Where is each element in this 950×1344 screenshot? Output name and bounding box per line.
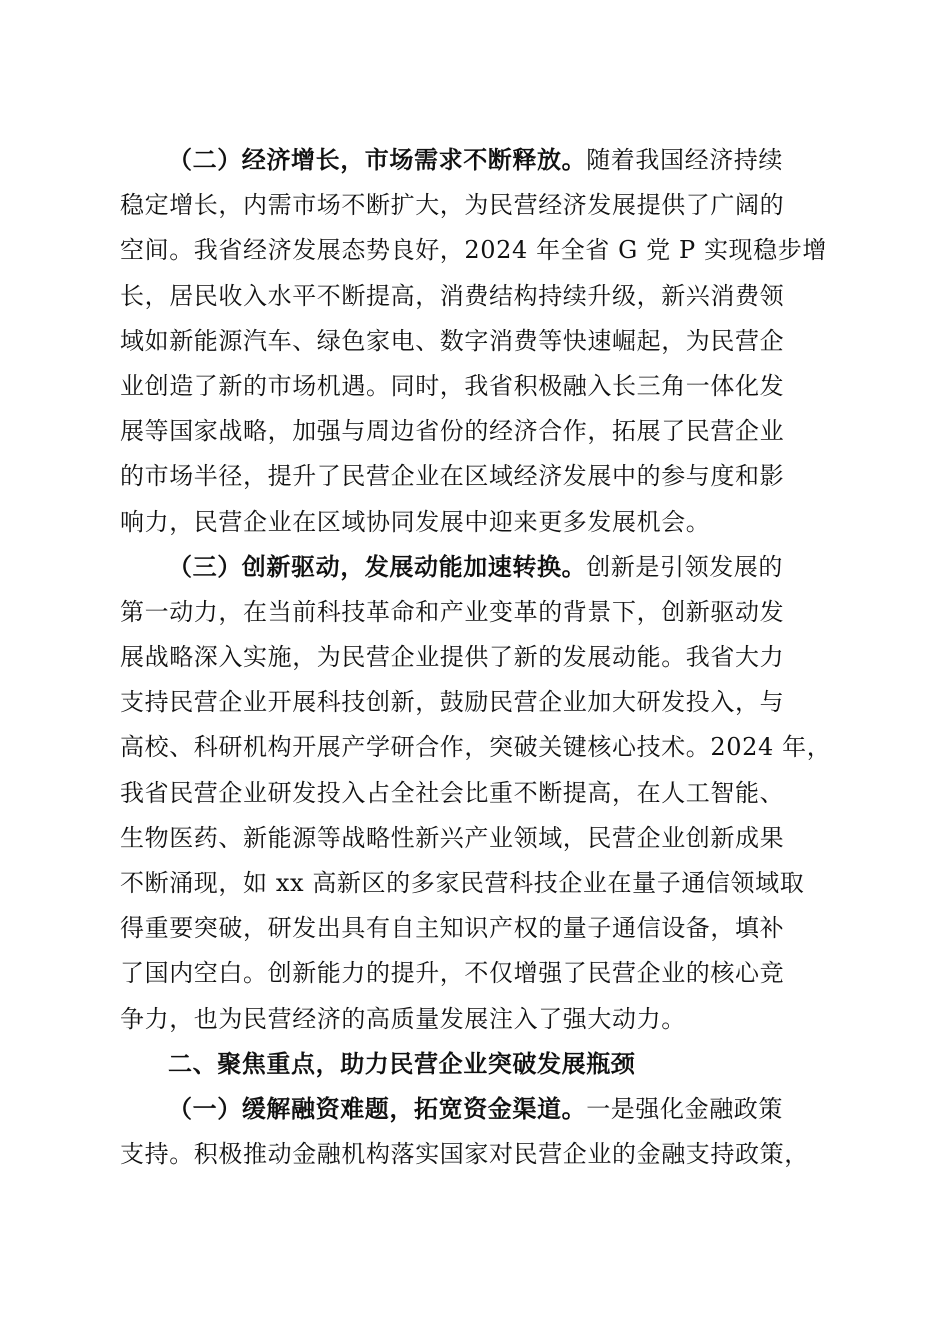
paragraph-text: 创新是引领发展的 (586, 552, 784, 581)
paragraph-lead: （一）缓解融资难题，拓宽资金渠道。 (168, 1094, 587, 1123)
paragraph-line: 长，居民收入水平不断提高，消费结构持续升级，新兴消费领 (120, 281, 785, 310)
paragraph-line: 的市场半径，提升了民营企业在区域经济发展中的参与度和影 (120, 462, 785, 491)
paragraph-line: 域如新能源汽车、绿色家电、数字消费等快速崛起，为民营企 (120, 326, 785, 355)
paragraph-line: 高校、科研机构开展产学研合作，突破关键核心技术。2024 年， (120, 733, 832, 762)
paragraph-line (120, 1087, 832, 1132)
paragraph-line: 展战略深入实施，为民营企业提供了新的发展动能。我省大力 (120, 643, 785, 672)
paragraph-line: 第一动力，在当前科技革命和产业变革的背景下，创新驱动发 (120, 597, 785, 626)
document-body (120, 138, 832, 1177)
paragraph-line: 我省民营企业研发投入占全社会比重不断提高，在人工智能、 (120, 778, 785, 807)
paragraph-text: 随着我国经济持续 (586, 146, 784, 174)
paragraph-line: 稳定增长，内需市场不断扩大，为民营经济发展提供了广阔的 (120, 191, 785, 220)
paragraph-line: 支持。积极推动金融机构落实国家对民营企业的金融支持政策， (120, 1140, 809, 1169)
paragraph-line: 业创造了新的市场机遇。同时，我省积极融入长三角一体化发 (120, 371, 785, 400)
paragraph-line: 响力，民营企业在区域协同发展中迎来更多发展机会。 (120, 507, 711, 536)
paragraph-line: 了国内空白。创新能力的提升，不仅增强了民营企业的核心竞 (120, 959, 785, 988)
paragraph-line (120, 545, 832, 590)
paragraph-line: 生物医药、新能源等战略性新兴产业领域，民营企业创新成果 (120, 823, 785, 852)
paragraph-line: 展等国家战略，加强与周边省份的经济合作，拓展了民营企业 (120, 417, 785, 446)
paragraph-line: 不断涌现，如 xx 高新区的多家民营科技企业在量子通信领域取 (120, 869, 805, 897)
paragraph-line: 空间。我省经济发展态势良好，2024 年全省 G 党 P 实现稳步增 (120, 236, 827, 265)
paragraph-lead: （三）创新驱动，发展动能加速转换。 (168, 552, 587, 581)
paragraph-text: 一是强化金融政策 (586, 1094, 784, 1123)
paragraph-line: 支持民营企业开展科技创新，鼓励民营企业加大研发投入，与 (120, 688, 785, 717)
paragraph-lead: （二）经济增长，市场需求不断释放。 (168, 146, 587, 174)
paragraph-line (120, 138, 832, 183)
section-heading: 二、聚焦重点，助力民营企业突破发展瓶颈 (168, 1049, 636, 1078)
paragraph-line: 争力，也为民营经济的高质量发展注入了强大动力。 (120, 1004, 686, 1033)
paragraph-line: 得重要突破，研发出具有自主知识产权的量子通信设备，填补 (120, 914, 785, 943)
